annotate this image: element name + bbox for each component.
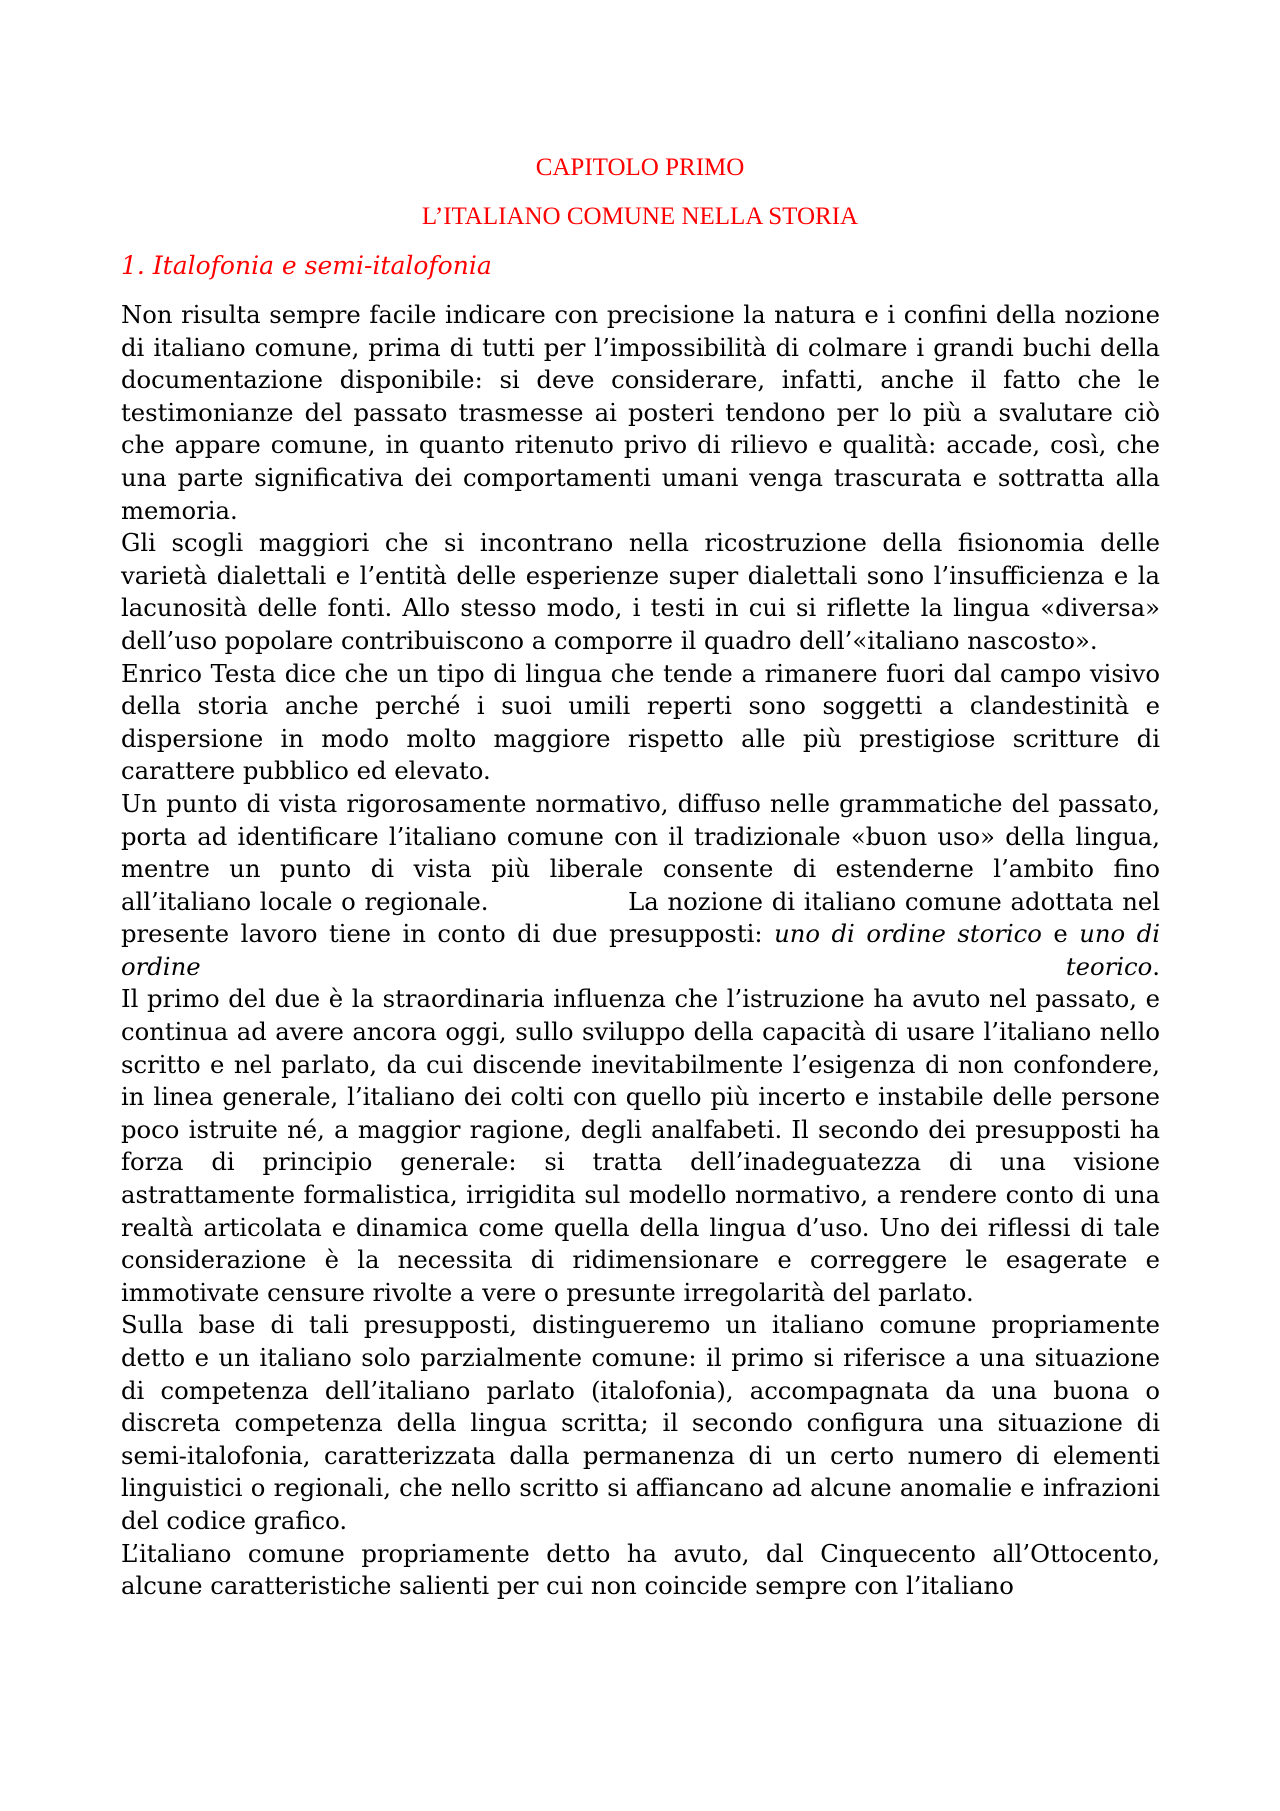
- paragraph-4-period: .: [1152, 951, 1160, 981]
- paragraph-4: [121, 788, 1168, 984]
- paragraph-4-emphasis-2: uno di ordine teorico: [121, 919, 1160, 981]
- body-text: [121, 299, 1168, 1603]
- paragraph-1: Non risulta sempre facile indicare con precisione la natura e i confini della nozione di italiano comune, prima di tutti per l’impossibilità di colmare i grandi buchi della documentazione disponibile: si deve considerare, infatti, anche il fatto che le testimonianze del passato trasmesse ai posteri tendono per lo più a svalutare ciò che appare comune, in quanto ritenuto privo di rilievo e qualità: accade, così, che una parte significativa dei comportamenti umani venga trascurata e sottratta alla memoria.: [121, 300, 1160, 525]
- chapter-title: L’ITALIANO COMUNE NELLA STORIA: [421, 203, 859, 230]
- paragraph-5: Il primo del due è la straordinaria influenza che l’istruzione ha avuto nel passato, e continua ad avere ancora oggi, sullo sviluppo della capacità di usare l’italiano nello scritto e nel parlato, da cui discende inevitabilmente l’esigenza di non confondere, in linea generale, l’italiano dei colti con quello più incerto e instabile delle persone poco istruite né, a maggior ragione, degli analfabeti. Il secondo dei presupposti ha forza di principio generale: si tratta dell’inadeguatezza di una visione astrattamente formalistica, irrigidita sul modello normativo, a rendere conto di una realtà articolata e dinamica come quella della lingua d’uso. Uno dei riflessi di tale considerazione è la necessita di ridimensionare e correggere le esagerate e immotivate censure rivolte a vere o presunte irregolarità del parlato.: [121, 984, 1160, 1307]
- paragraph-3: Enrico Testa dice che un tipo di lingua che tende a rimanere fuori dal campo visivo della storia anche perché i suoi umili reperti sono soggetti a clandestinità e dispersione in modo molto maggiore rispetto alle più prestigiose scritture di carattere pubblico ed elevato.: [121, 658, 1160, 786]
- chapter-label: CAPITOLO PRIMO: [535, 154, 745, 181]
- paragraph-6: Sulla base di tali presupposti, distingueremo un italiano comune propriamente detto e un italiano solo parzialmente comune: il primo si riferisce a una situazione di competenza dell’italiano parlato (italofonia), accompagnata da una buona o discreta competenza della lingua scritta; il secondo configura una situazione di semi-italofonia, caratterizzata dalla permanenza di un certo numero di elementi linguistici o regionali, che nello scritto si affiancano ad alcune anomalie e infrazioni del codice grafico.: [121, 1310, 1160, 1535]
- paragraph-4-emphasis-1: uno di ordine storico: [774, 919, 1042, 949]
- section-heading: 1. Italofonia e semi-italofonia: [121, 251, 492, 280]
- paragraph-2: Gli scogli maggiori che si incontrano nella ricostruzione della fisionomia delle varietà dialettali e l’entità delle esperienze super dialettali sono l’insufficienza e la lacunosità delle fonti. Allo stesso modo, i testi in cui si riflette la lingua «diversa» dell’uso popolare contribuiscono a comporre il quadro dell’«italiano nascosto».: [121, 528, 1160, 655]
- paragraph-4-text: Un punto di vista rigorosamente normativo, diffuso nelle grammatiche del passato, porta ad identificare l’italiano comune con il tradizionale «buon uso» della lingua, mentre un punto di vista più liberale consente di estenderne l’ambito fino all’italiano locale o regionale. La nozione di italiano comune adottata nel presente lavoro tiene in conto di due presupposti:: [121, 788, 1168, 949]
- paragraph-4-conjunction: e: [1041, 919, 1080, 949]
- paragraph-7: L’italiano comune propriamente detto ha avuto, dal Cinquecento all’Ottocento, alcune caratteristiche salienti per cui non coincide sempre con l’italiano: [121, 1538, 1160, 1601]
